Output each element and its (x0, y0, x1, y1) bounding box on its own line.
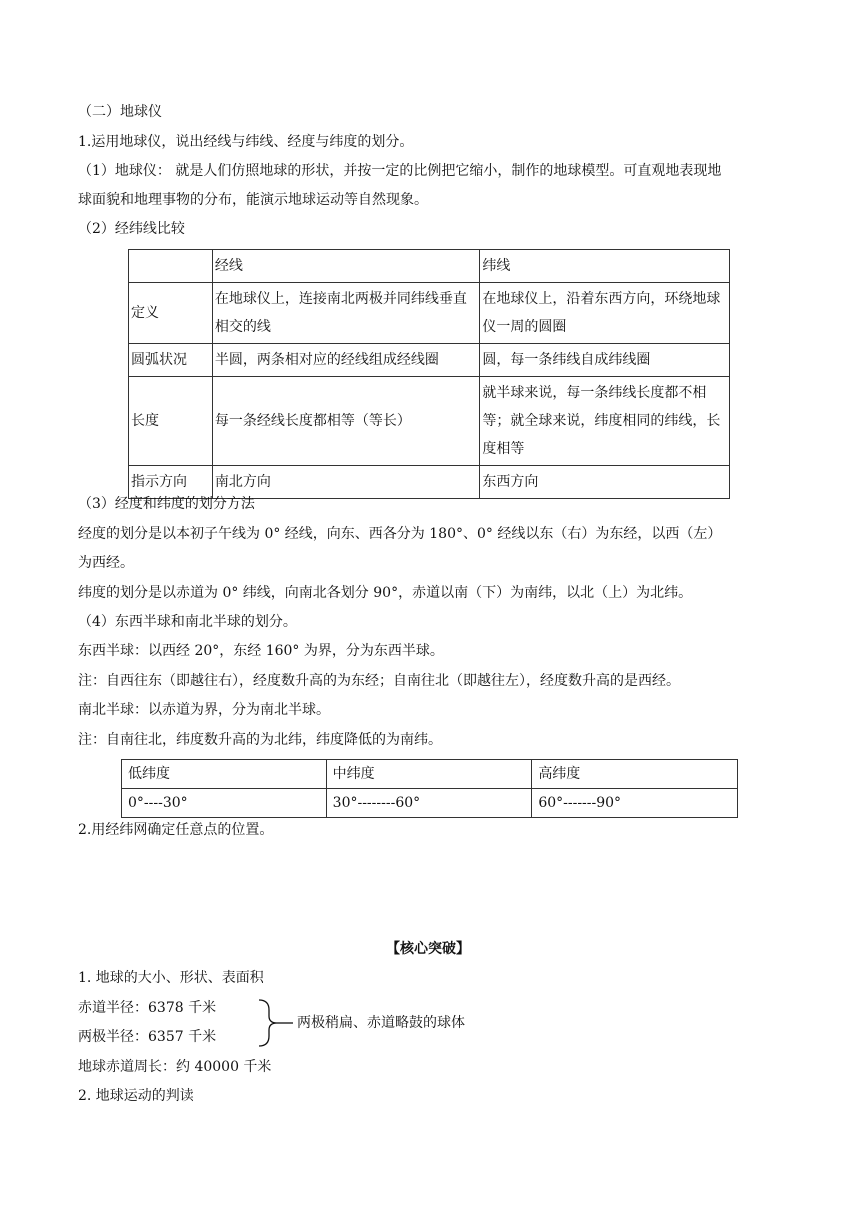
table-header-cell: 中纬度 (326, 760, 532, 789)
table-cell: 0°----30° (122, 789, 327, 818)
curly-brace-icon (255, 998, 295, 1048)
north-south-note: 注：自南往北，纬度数升高的为北纬，纬度降低的为南纬。 (78, 732, 442, 748)
meridian-cell: 半圆，两条相对应的经线组成经线圈 (212, 344, 480, 377)
table-row (129, 283, 730, 344)
hemisphere-title: （4）东西半球和南北半球的划分。 (78, 614, 297, 630)
meridian-cell: 在地球仪上，连接南北两极并同纬线垂直相交的线 (212, 283, 480, 344)
shape-note: 两极稍扁、赤道略鼓的球体 (297, 1015, 465, 1031)
meridian-cell: 每一条经线长度都相等（等长） (212, 377, 480, 466)
core-item-1: 1. 地球的大小、形状、表面积 (78, 970, 264, 986)
table-row (122, 789, 738, 818)
compare-title: （2）经纬线比较 (78, 221, 185, 237)
row-label: 圆弧状况 (129, 344, 213, 377)
parallel-cell: 圆，每一条纬线自成纬线圈 (480, 344, 730, 377)
equator-circumference: 地球赤道周长：约 40000 千米 (78, 1059, 272, 1075)
parallel-cell: 就半球来说，每一条纬线长度都不相等；就全球来说，纬度相同的纬线，长度相等 (480, 377, 730, 466)
equatorial-radius: 赤道半径：6378 千米 (78, 1000, 217, 1016)
parallel-cell: 东西方向 (480, 466, 730, 499)
polar-radius: 两极半径：6357 千米 (78, 1029, 217, 1045)
longitude-line-1: 经度的划分是以本初子午线为 0° 经线，向东、西各分为 180°、0° 经线以东（右）为东经，以西（左） (78, 526, 722, 542)
meridian-parallel-table (128, 249, 730, 499)
east-west-note: 注：自西往东（即越往右），经度数升高的为东经；自南往北（即越往左），经度数升高的是西经。 (78, 673, 680, 689)
row-label: 长度 (129, 377, 213, 466)
globe-definition-line-2: 球面貌和地理事物的分布，能演示地球运动等自然现象。 (78, 192, 428, 208)
row-label: 指示方向 (129, 466, 213, 499)
parallel-cell: 在地球仪上，沿着东西方向，环绕地球仪一周的圆圈 (480, 283, 730, 344)
table-row (129, 344, 730, 377)
east-west-line: 东西半球：以西经 20°，东经 160° 为界，分为东西半球。 (78, 643, 444, 659)
globe-definition-line-1: （1）地球仪： 就是人们仿照地球的形状，并按一定的比例把它缩小，制作的地球模型。可直观地表现地 (78, 163, 722, 179)
core-breakthrough-heading: 【核心突破】 (386, 941, 470, 957)
row-label: 定义 (129, 283, 213, 344)
table-header-cell: 低纬度 (122, 760, 327, 789)
table-row (129, 377, 730, 466)
item-1: 1.运用地球仪，说出经线与纬线、经度与纬度的划分。 (78, 134, 414, 150)
latitude-line: 纬度的划分是以赤道为 0° 纬线，向南北各划分 90°，赤道以南（下）为南纬，以北（上）为北纬。 (78, 585, 693, 601)
table-header-row (129, 250, 730, 283)
north-south-line: 南北半球：以赤道为界，分为南北半球。 (78, 702, 330, 718)
table-header-cell: 高纬度 (532, 760, 738, 789)
table-cell: 60°-------90° (532, 789, 738, 818)
table-header-cell: 纬线 (480, 250, 730, 283)
division-title: （3）经度和纬度的划分方法 (78, 496, 255, 512)
latitude-zone-table (121, 759, 738, 818)
table-header-cell: 经线 (212, 250, 480, 283)
item-2: 2.用经纬网确定任意点的位置。 (78, 822, 274, 838)
table-cell: 30°--------60° (326, 789, 532, 818)
table-header-row (122, 760, 738, 789)
longitude-line-2: 为西经。 (78, 555, 134, 571)
section-title-globe: （二）地球仪 (78, 104, 162, 120)
meridian-cell: 南北方向 (212, 466, 480, 499)
core-item-2: 2. 地球运动的判读 (78, 1088, 194, 1104)
table-header-cell (129, 250, 213, 283)
